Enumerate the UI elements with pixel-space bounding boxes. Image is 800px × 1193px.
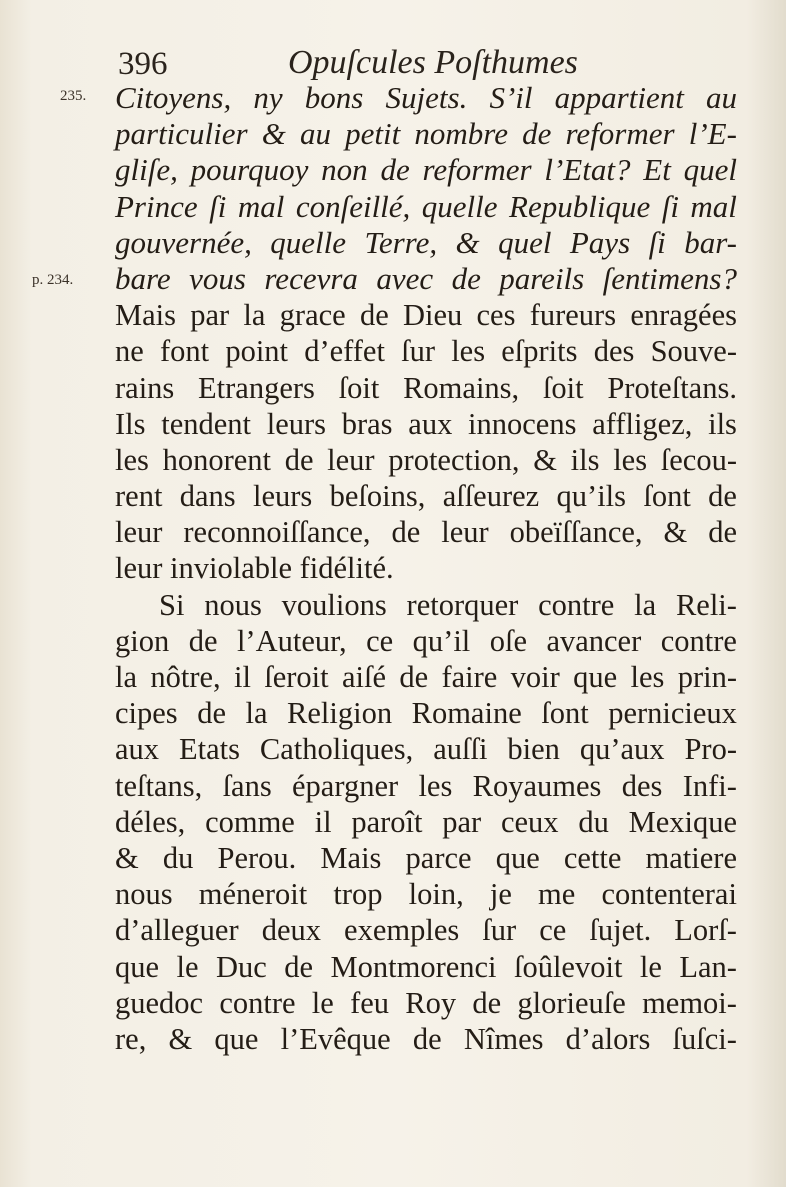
text-line: rains Etrangers ſoit Romains, ſoit Proteſtans.: [115, 370, 737, 405]
text-line: leur reconnoiſſance, de leur obeïſſance, & de: [115, 515, 737, 550]
text-line: Ils tendent leurs bras aux innocens affligez, ils: [115, 406, 737, 441]
text-line: Mais par la grace de Dieu ces fureurs enragées: [115, 298, 737, 333]
text-line: Prince ſi mal conſeillé, quelle Republique ſi mal: [115, 188, 737, 224]
text-line: aux Etats Catholiques, auſſi bien qu’aux Pro-: [115, 732, 737, 767]
text-line: Si nous voulions retorquer contre la Reli-: [159, 587, 737, 622]
text-line: les honorent de leur protection, & ils les ſecou-: [115, 442, 737, 477]
text-line: re, & que l’Evêque de Nîmes d’alors ſuſci-: [115, 1021, 737, 1056]
page-number: 396: [118, 46, 168, 82]
text-line: que le Duc de Montmorenci ſoûlevoit le Lan-: [115, 949, 737, 984]
text-line: rent dans leurs beſoins, aſſeurez qu’ils ſont de: [115, 479, 737, 514]
running-title: Opuſcules Poſthumes: [288, 44, 578, 81]
margin-note: p. 234.: [32, 272, 74, 288]
text-line: particulier & au petit nombre de reformer l’E-: [115, 116, 737, 152]
text-line: gion de l’Auteur, ce qu’il oſe avancer contre: [115, 623, 737, 658]
text-line: ne font point d’effet ſur les eſprits des Souve-: [115, 334, 737, 369]
page-edge: [786, 0, 800, 1193]
text-line: cipes de la Religion Romaine ſont pernicieux: [115, 696, 737, 731]
text-line: d’alleguer deux exemples ſur ce ſujet. Lorſ-: [115, 913, 737, 948]
page-bottom-edge: [0, 1187, 800, 1193]
text-line: leur inviolable fidélité.: [115, 551, 394, 586]
text-line: bare vous recevra avec de pareils ſentimens?: [115, 260, 737, 296]
text-line: nous méneroit trop loin, je me contenterai: [115, 877, 737, 912]
text-line: gliſe, pourquoy non de reformer l’Etat? Et quel: [115, 152, 737, 188]
text-line: Citoyens, ny bons Sujets. S’il appartient au: [115, 80, 737, 115]
text-line: guedoc contre le feu Roy de glorieuſe memoi-: [115, 985, 737, 1020]
text-line: & du Perou. Mais parce que cette matiere: [115, 840, 737, 875]
margin-note: 235.: [60, 88, 87, 104]
text-line: teſtans, ſans épargner les Royaumes des Infi-: [115, 768, 737, 803]
text-line: déles, comme il paroît par ceux du Mexique: [115, 804, 737, 839]
body-text: [115, 80, 737, 1057]
text-line: gouvernée, quelle Terre, & quel Pays ſi bar-: [115, 224, 737, 260]
text-line: la nôtre, il ſeroit aiſé de faire voir que les prin-: [115, 660, 737, 694]
